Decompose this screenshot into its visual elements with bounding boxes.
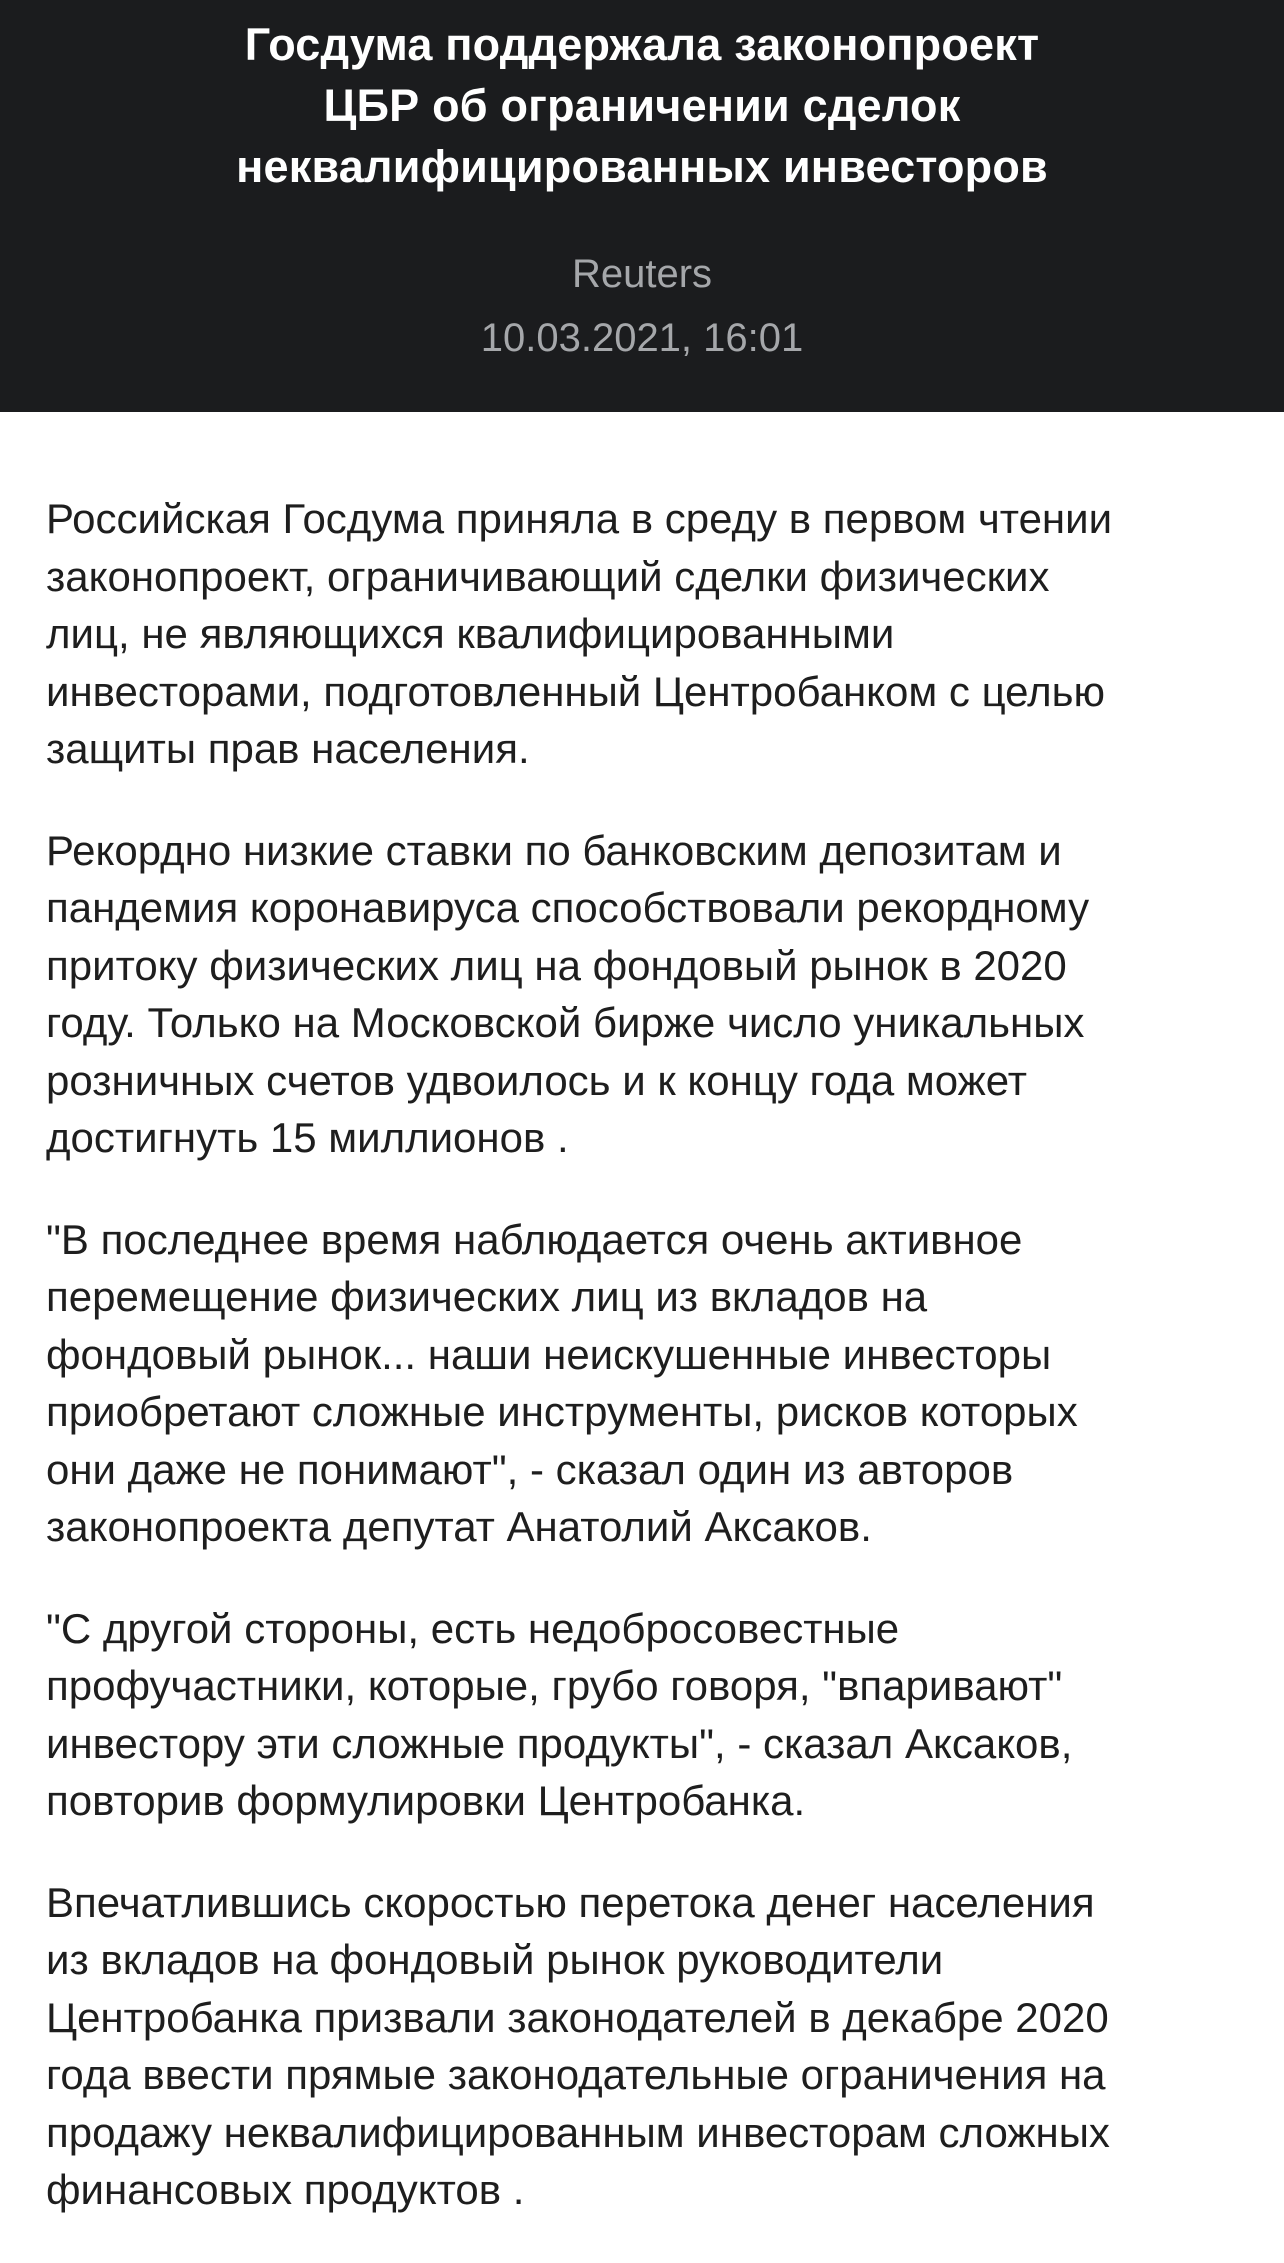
- paragraph-line: пандемия коронавируса способствовали рекордному: [46, 884, 1090, 931]
- paragraph-line: "С другой стороны, есть недобросовестные: [46, 1604, 900, 1652]
- article-title-line: неквалифицированных инвесторов: [236, 141, 1048, 192]
- paragraph-line: законопроекта депутат Анатолий Аксаков.: [46, 1503, 872, 1550]
- paragraph-line: лиц, не являющихся квалифицированными: [46, 610, 895, 657]
- paragraph-line: профучастники, которые, грубо говоря, "впаривают": [46, 1662, 1063, 1709]
- article-header: [0, 0, 1284, 412]
- article-source: Reuters: [571, 252, 713, 296]
- article-title: [0, 14, 1284, 197]
- paragraph-line: законопроект, ограничивающий сделки физических: [46, 552, 1050, 600]
- article-paragraph: [46, 822, 1256, 1167]
- paragraph-line: достигнуть 15 миллионов .: [46, 1114, 569, 1161]
- paragraph-line: повторив формулировки Центробанка.: [46, 1777, 806, 1824]
- paragraph-line: продажу неквалифицированным инвесторам сложных: [46, 2108, 1110, 2156]
- paragraph-line: Впечатлившись скоростью перетока денег населения: [46, 1878, 1095, 1926]
- paragraph-line: фондовый рынок... наши неискушенные инвесторы: [46, 1330, 1052, 1378]
- paragraph-line: году. Только на Московской бирже число уникальных: [46, 999, 1085, 1046]
- paragraph-line: финансовых продуктов .: [46, 2166, 525, 2213]
- paragraph-line: из вкладов на фондовый рынок руководители: [46, 1936, 944, 1983]
- paragraph-line: перемещение физических лиц из вкладов на: [46, 1273, 928, 1320]
- article-paragraph: [46, 490, 1256, 778]
- article-datetime: 10.03.2021, 16:01: [480, 316, 804, 360]
- paragraph-line: Рекордно низкие ставки по банковским депозитам и: [46, 826, 1062, 874]
- article-title-line: ЦБР об ограничении сделок: [323, 80, 961, 131]
- article-paragraph: [46, 1874, 1256, 2219]
- paragraph-line: защиты прав населения.: [46, 725, 530, 772]
- paragraph-line: инвестору эти сложные продукты", - сказал Аксаков,: [46, 1719, 1073, 1767]
- article-title-line: Госдума поддержала законопроект: [244, 19, 1040, 70]
- article-paragraph: [46, 1211, 1256, 1556]
- article-paragraph: [46, 1600, 1256, 1830]
- paragraph-line: Российская Госдума приняла в среду в первом чтении: [46, 495, 1113, 542]
- paragraph-line: Центробанка призвали законодателей в декабре 2020: [46, 1993, 1109, 2041]
- article-body: [46, 490, 1256, 2263]
- paragraph-line: приобретают сложные инструменты, рисков которых: [46, 1388, 1078, 1435]
- paragraph-line: притоку физических лиц на фондовый рынок в 2020: [46, 941, 1067, 989]
- paragraph-line: "В последнее время наблюдается очень активное: [46, 1215, 1023, 1263]
- paragraph-line: розничных счетов удвоилось и к концу года может: [46, 1056, 1027, 1104]
- paragraph-line: инвесторами, подготовленный Центробанком с целью: [46, 667, 1106, 715]
- paragraph-line: года ввести прямые законодательные ограничения на: [46, 2051, 1106, 2098]
- paragraph-line: они даже не понимают", - сказал один из авторов: [46, 1445, 1014, 1493]
